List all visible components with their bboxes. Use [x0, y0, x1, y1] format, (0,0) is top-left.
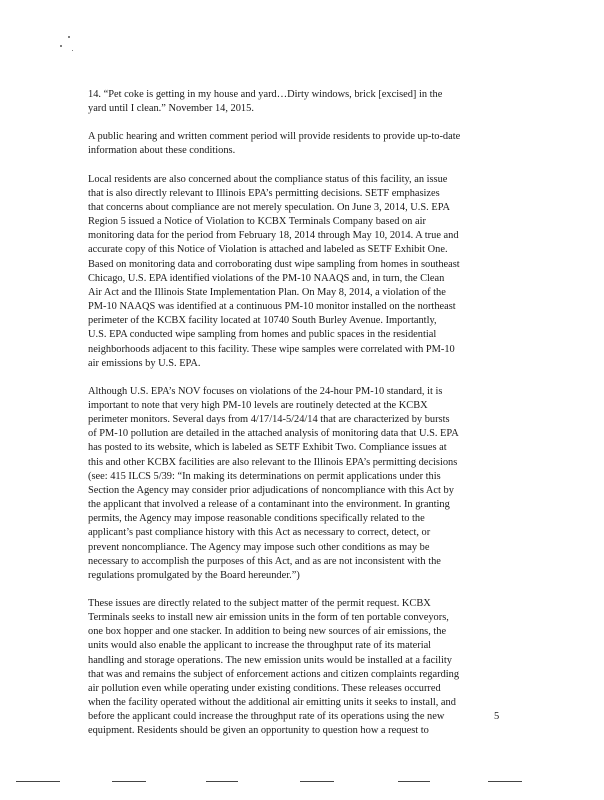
text-line: the applicant that involved a release of a contaminant into the environment. In granting	[88, 499, 450, 511]
text-line: perimeter monitors. Several days from 4/17/14-5/24/14 that are characterized by bursts	[88, 414, 450, 426]
text-line: Based on monitoring data and corroborating dust wipe sampling from homes in southeast	[88, 258, 460, 270]
scan-speck	[68, 36, 70, 38]
paragraph-nov-24-hour	[88, 385, 524, 583]
text-line: when the facility operated without the additional air emitting units it seeks to install, and	[88, 697, 456, 709]
text-line: These issues are directly related to the subject matter of the permit request. KCBX	[88, 598, 431, 609]
text-line: units would also enable the applicant to increase the throughput rate of its material	[88, 640, 432, 652]
text-line: air emissions by U.S. EPA.	[88, 357, 201, 369]
text-line: permits, the Agency may impose reasonable conditions specifically related to the	[88, 513, 425, 525]
text-line: Although U.S. EPA’s NOV focuses on violations of the 24-hour PM-10 standard, it is	[88, 385, 443, 397]
text-line: perimeter of the KCBX facility located at 10740 South Burley Avenue. Importantly,	[88, 315, 437, 327]
paragraph-public-hearing	[88, 130, 524, 158]
text-line: handling and storage operations. The new emission units would be installed at a facility	[88, 654, 452, 666]
text-line: Air Act and the Illinois State Implementation Plan. On May 8, 2014, a violation of the	[88, 286, 446, 298]
scan-artifact-line	[112, 781, 146, 782]
paragraph-permit-request	[88, 597, 524, 739]
scan-artifact-line	[488, 781, 522, 782]
scan-speck	[72, 50, 73, 51]
text-line: U.S. EPA conducted wipe sampling from homes and public spaces in the residential	[88, 329, 437, 341]
text-line: prevent noncompliance. The Agency may impose such other conditions as may be	[88, 541, 430, 553]
scan-artifact-line	[398, 781, 430, 782]
text-line: accurate copy of this Notice of Violation is attached and labeled as SETF Exhibit One.	[88, 244, 448, 256]
body-text	[88, 88, 524, 753]
text-line: neighborhoods adjacent to this facility. These wipe samples were correlated with PM-10	[88, 343, 455, 355]
text-line: yard until I clean.” November 14, 2015.	[88, 103, 254, 115]
text-line: (see: 415 ILCS 5/39: “In making its determinations on permit applications under this	[88, 470, 441, 482]
scan-artifact-line	[206, 781, 238, 782]
text-line: necessary to accomplish the purposes of this Act, and as are not inconsistent with the	[88, 555, 441, 567]
page-number: 5	[494, 711, 500, 722]
text-line: this and other KCBX facilities are also relevant to the Illinois EPA’s permitting decisions	[88, 456, 458, 468]
text-line: Local residents are also concerned about the compliance status of this facility, an issue	[88, 173, 448, 185]
text-line: before the applicant could increase the throughput rate of its operations using the new	[88, 711, 445, 723]
text-line: information about these conditions.	[88, 145, 236, 157]
text-line: air pollution even while operating under existing conditions. These releases occurred	[88, 682, 441, 694]
text-line: of PM-10 pollution are detailed in the attached analysis of monitoring data that U.S. EPA	[88, 428, 459, 440]
text-line: that concerns about compliance are not merely speculation. On June 3, 2014, U.S. EPA	[88, 201, 451, 213]
paragraph-compliance-status	[88, 173, 524, 371]
text-line: equipment. Residents should be given an opportunity to question how a request to	[88, 725, 429, 737]
text-line: Terminals seeks to install new air emission units in the form of ten portable conveyors,	[88, 612, 449, 624]
scan-speck	[60, 45, 62, 47]
text-line: that is also directly relevant to Illinois EPA’s permitting decisions. SETF emphasizes	[88, 187, 440, 199]
text-line: 14. “Pet coke is getting in my house and yard…Dirty windows, brick [excised] in the	[88, 89, 443, 100]
text-line: Chicago, U.S. EPA identified violations of the PM-10 NAAQS and, in turn, the Clean	[88, 272, 445, 284]
paragraph-quote	[88, 88, 524, 116]
text-line: Region 5 issued a Notice of Violation to KCBX Terminals Company based on air	[88, 216, 426, 228]
text-line: important to note that very high PM-10 levels are routinely detected at the KCBX	[88, 399, 428, 411]
scan-artifact-line	[16, 781, 60, 782]
text-line: A public hearing and written comment period will provide residents to provide up-to-date	[88, 131, 461, 143]
text-line: PM-10 NAAQS was identified at a continuous PM-10 monitor installed on the northeast	[88, 301, 456, 313]
text-line: regulations promulgated by the Board hereunder.”)	[88, 569, 300, 581]
text-line: one box hopper and one stacker. In addition to being new sources of air emissions, the	[88, 626, 447, 638]
text-line: Section the Agency may consider prior adjudications of noncompliance with this Act by	[88, 484, 454, 496]
text-line: monitoring data for the period from February 18, 2014 through May 10, 2014. A true and	[88, 230, 459, 242]
text-line: that was and remains the subject of enforcement actions and citizen complaints regarding	[88, 668, 460, 680]
scan-artifact-line	[300, 781, 334, 782]
text-line: has posted to its website, which is labeled as SETF Exhibit Two. Compliance issues at	[88, 442, 447, 454]
text-line: applicant’s past compliance history with this Act as necessary to correct, detect, or	[88, 527, 431, 539]
